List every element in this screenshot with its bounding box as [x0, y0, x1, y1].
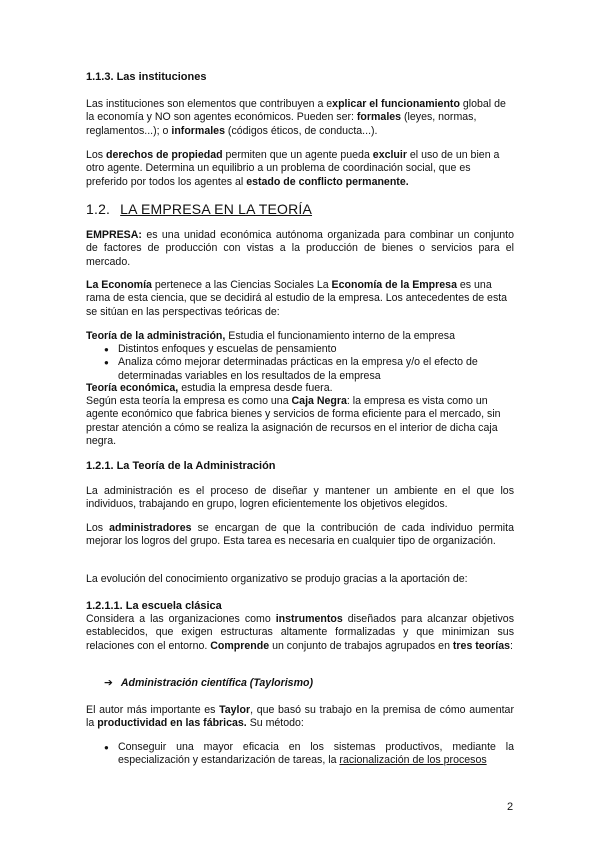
- list-item: ● Distintos enfoques y escuelas de pensamiento: [100, 343, 514, 356]
- subheading-taylorismo: ➔ Administración científica (Taylorismo): [104, 677, 313, 689]
- arrow-icon: ➔: [104, 677, 113, 689]
- paragraph-caja-negra: Según esta teoría la empresa es como una Caja Negra: la empresa es vista como un agente económico que fabrica bienes y servicios de forma eficiente para el mercado, sin prestar atención a cómo se realiza la asignación de recursos en el interior de dicha caja negra.: [86, 395, 501, 448]
- section-heading-1-2: 1.2. LA EMPRESA EN LA TEORÍA: [86, 201, 313, 217]
- page-number: 2: [507, 801, 514, 813]
- bullet-list-administracion: [100, 343, 514, 383]
- paragraph-taylor: El autor más importante es Taylor, que basó su trabajo en la premisa de cómo aumentar la productividad en las fábricas. Su método:: [86, 704, 514, 730]
- paragraph-derechos-propiedad: Los derechos de propiedad permiten que un agente pueda excluir el uso de un bien a otro agente. Determina un equilibrio a un problema de coordinación social, que es preferido por todos los agentes al estado de conflicto permanente.: [86, 149, 500, 188]
- paragraph-escuela-clasica: Considera a las organizaciones como instrumentos diseñados para alcanzar objetivos establecidos, que exigen estructuras altamente formalizadas y que minimizan sus relaciones con el entorno. Comprende un conjunto de trabajos agrupados en tres teorías:: [86, 613, 514, 652]
- teoria-administracion-line: Teoría de la administración, Estudia el funcionamiento interno de la empresa: [86, 330, 455, 342]
- paragraph-evolucion: La evolución del conocimiento organizativo se produjo gracias a la aportación de:: [86, 573, 468, 585]
- section-heading-1-2-1: 1.2.1. La Teoría de la Administración: [86, 460, 276, 472]
- teoria-economica-line: Teoría económica, estudia la empresa desde fuera.: [86, 382, 333, 394]
- paragraph-instituciones: Las instituciones son elementos que contribuyen a explicar el funcionamiento global de la economía y NO son agentes económicos. Pueden ser: formales (leyes, normas, reglamentos...); o informales (códigos éticos, de conducta...).: [86, 98, 506, 137]
- paragraph-empresa-definicion: EMPRESA: es una unidad económica autónoma organizada para combinar un conjunto de factores de producción con vistas a la producción de bienes o servicios para el mercado.: [86, 229, 514, 268]
- list-item: ● Analiza cómo mejorar determinadas prácticas en la empresa y/o el efecto de determinadas variables en los resultados de la empresa: [100, 356, 514, 383]
- section-heading-1-2-1-1: 1.2.1.1. La escuela clásica: [86, 600, 222, 612]
- paragraph-administracion-definicion: La administración es el proceso de diseñar y mantener un ambiente en el que los individuos, trabajando en grupo, logren eficientemente los objetivos elegidos.: [86, 485, 514, 511]
- bullet-list-metodo: [100, 741, 514, 768]
- section-heading-1-1-3: 1.1.3. Las instituciones: [86, 71, 207, 83]
- paragraph-economia-empresa: La Economía pertenece a las Ciencias Sociales La Economía de la Empresa es una rama de esta ciencia, que se decidirá al estudio de la empresa. Los antecedentes de esta se sitúan en las perspectivas teóricas de:: [86, 279, 508, 318]
- paragraph-administradores: Los administradores se encargan de que la contribución de cada individuo permita mejorar los logros del grupo. Esta tarea es necesaria en cualquier tipo de organización.: [86, 522, 514, 548]
- list-item: ● Conseguir una mayor eficacia en los sistemas productivos, mediante la especialización y estandarización de tareas, la racionalización de los procesos: [100, 741, 514, 768]
